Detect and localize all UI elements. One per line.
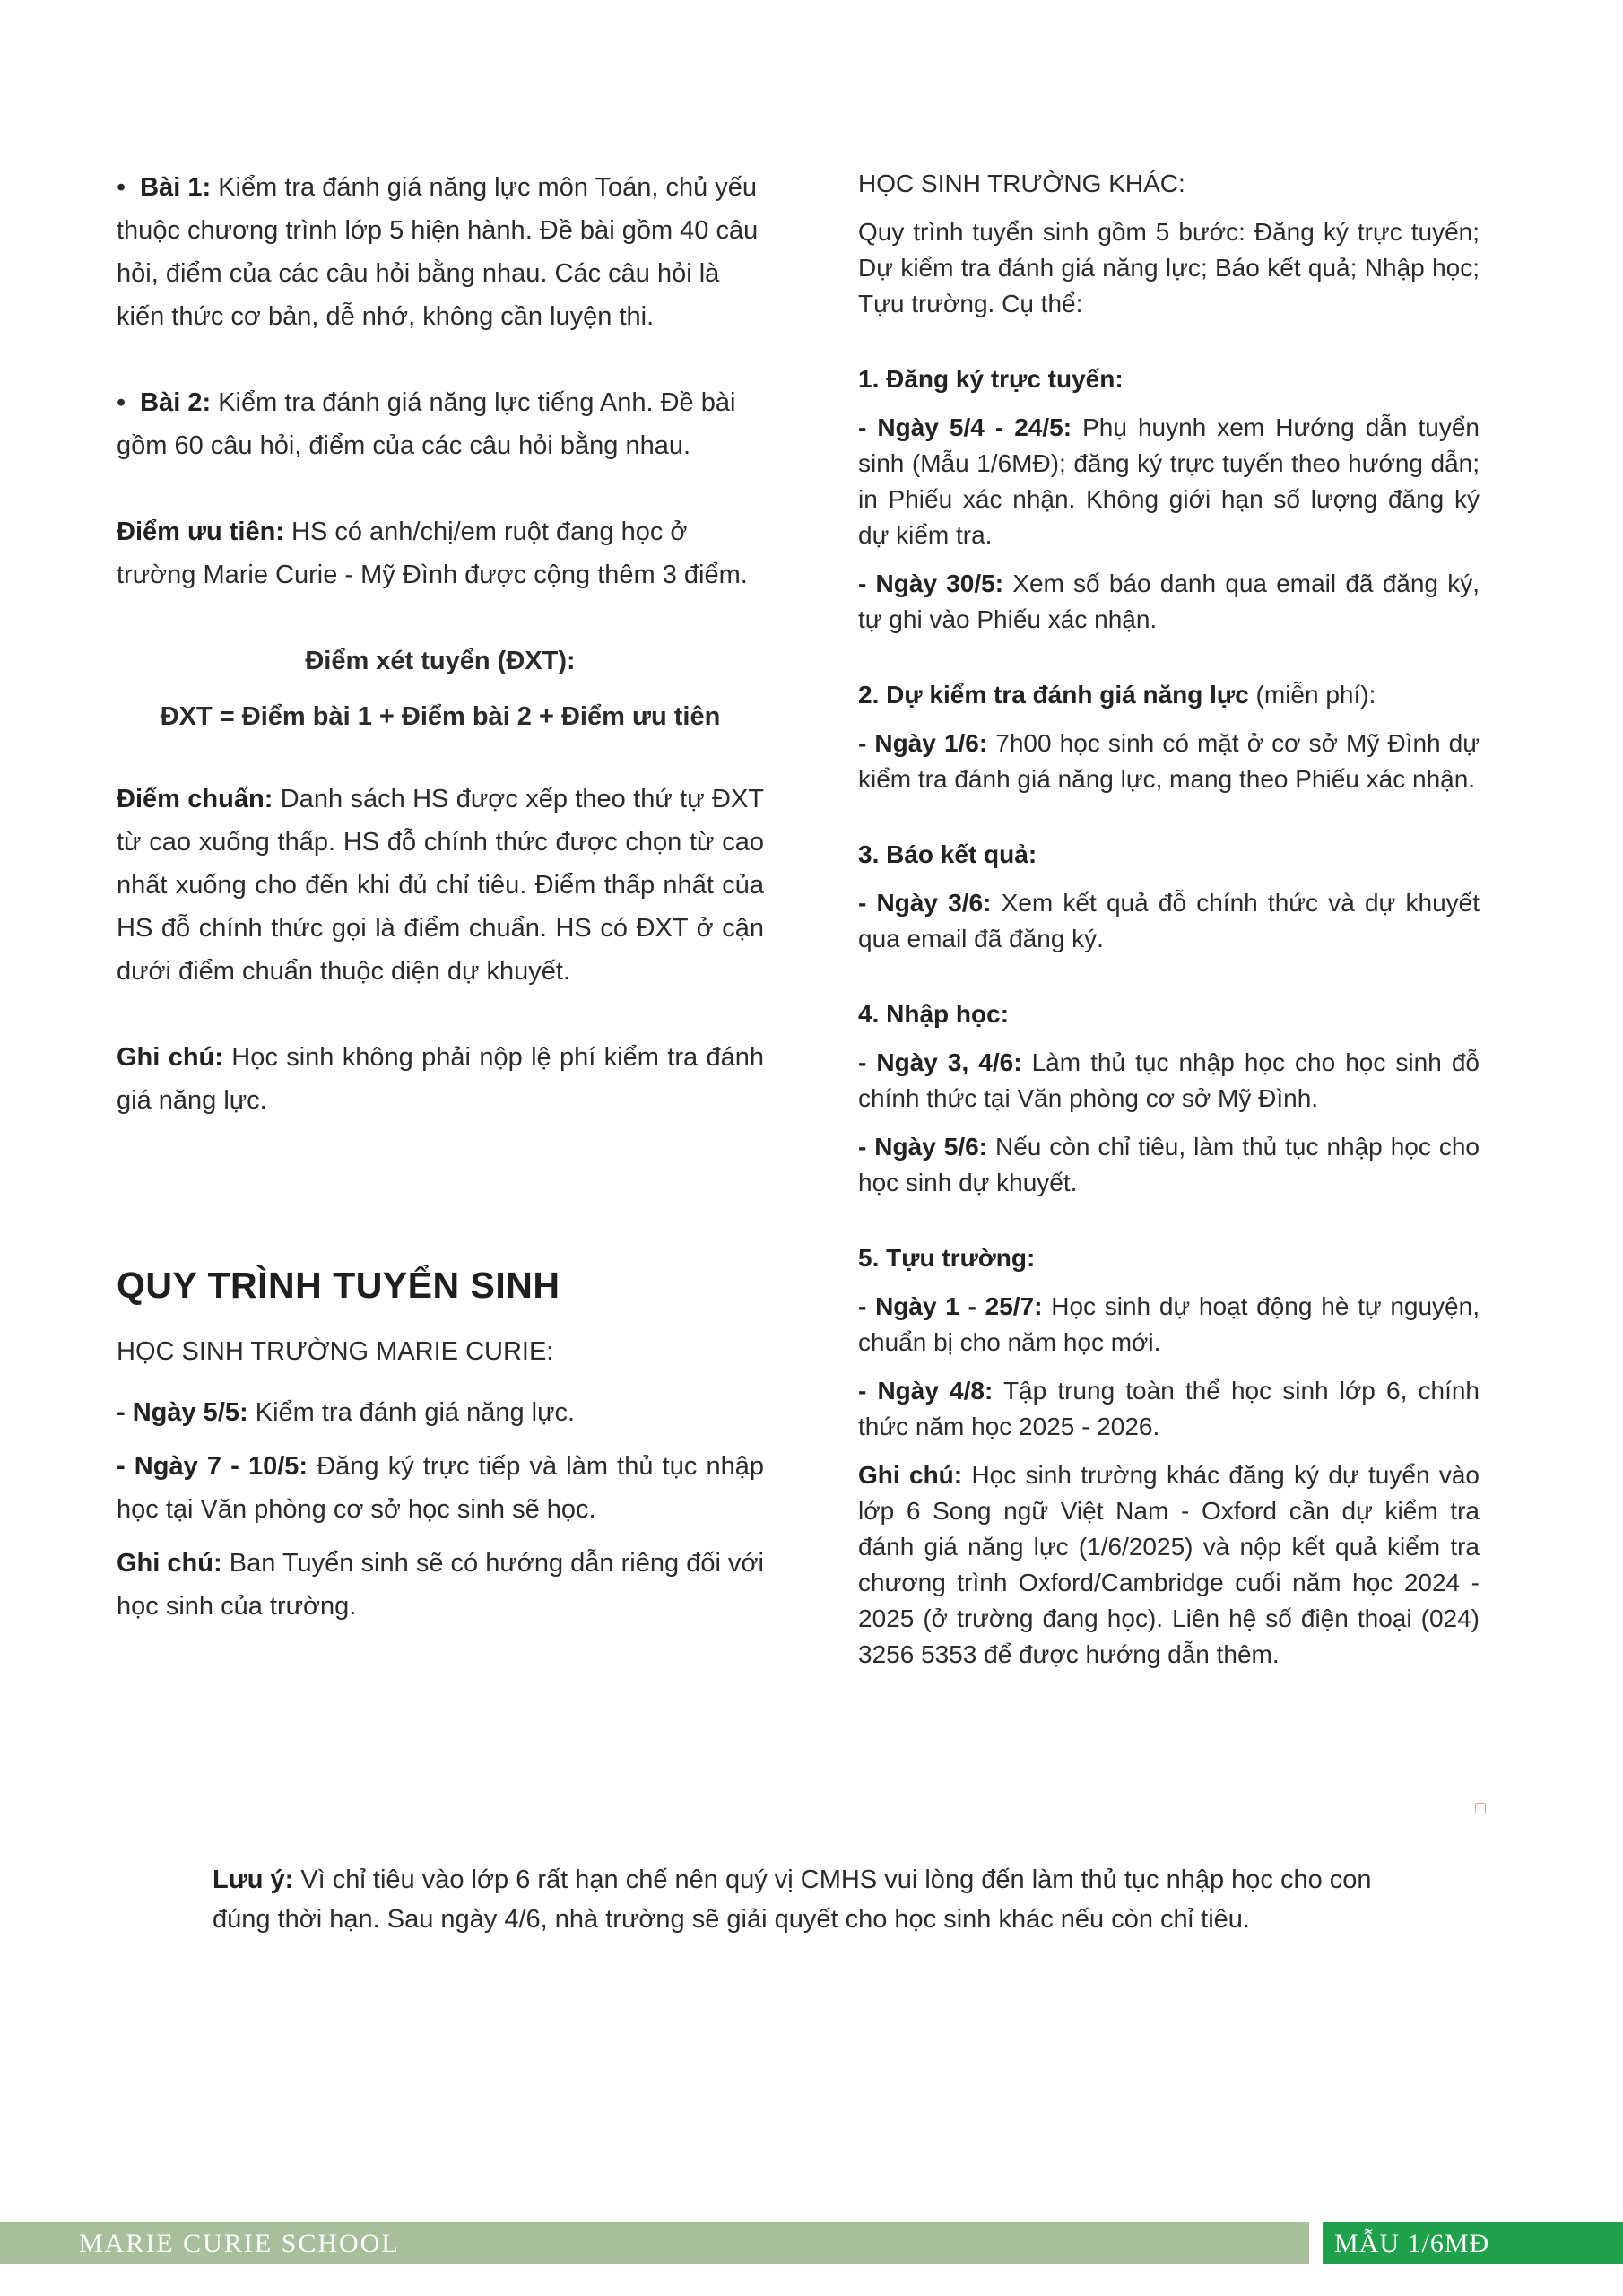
ghichu-label: Ghi chú: (117, 1043, 223, 1072)
bottom-note-label: Lưu ý: (213, 1866, 294, 1894)
uutien-label: Điểm ưu tiên: (117, 517, 284, 546)
step-item (858, 1289, 1480, 1361)
bottom-note (213, 1860, 1414, 1939)
step-item-label: - Ngày 3, 4/6: (858, 1048, 1022, 1076)
step4-title (858, 996, 1480, 1032)
bai2-paragraph (117, 381, 764, 467)
bullet-icon: • (117, 388, 126, 417)
step2-title-suffix: (miễn phí): (1248, 681, 1376, 709)
step-item (858, 566, 1480, 638)
mc-heading: HỌC SINH TRƯỜNG MARIE CURIE: (117, 1337, 554, 1366)
step1-title (858, 361, 1480, 397)
mc-item-label: - Ngày 5/5: (117, 1398, 248, 1427)
footer (0, 2222, 1623, 2264)
dxt-title: Điểm xét tuyển (ĐXT): (305, 647, 576, 675)
mc-note (117, 1542, 764, 1628)
step3-title (858, 837, 1480, 873)
step-item-text: Phụ huynh xem Hướng dẫn tuyển sinh (Mẫu 1/6MĐ); đăng ký trực tuyến theo hướng dẫn; in Phiếu xác nhận. Không giới hạn số lượng đăng ký dự kiểm tra. (858, 413, 1480, 549)
uutien-paragraph (117, 510, 764, 596)
step5-title (858, 1240, 1480, 1276)
mc-note-label: Ghi chú: (117, 1549, 222, 1578)
step5-title-text: 5. Tựu trường: (858, 1244, 1036, 1272)
dxt-formula: ĐXT = Điểm bài 1 + Điểm bài 2 + Điểm ưu tiên (160, 702, 721, 731)
step4-title-text: 4. Nhập học: (858, 1000, 1010, 1028)
mc-item-text: Kiểm tra đánh giá năng lực. (247, 1398, 576, 1427)
other-school-note (858, 1457, 1480, 1673)
step-item-text: Xem số báo danh qua email đã đăng ký, tự ghi vào Phiếu xác nhận. (858, 570, 1480, 633)
mc-note-text: Ban Tuyển sinh sẽ có hướng dẫn riêng đối với học sinh của trường. (117, 1549, 764, 1621)
step-item (858, 410, 1480, 553)
step2-title-text: 2. Dự kiểm tra đánh giá năng lực (858, 681, 1249, 709)
footer-brand: MARIE CURIE SCHOOL (79, 2229, 400, 2258)
mc-item-label: - Ngày 7 - 10/5: (117, 1452, 308, 1481)
step-item (858, 1129, 1480, 1201)
right-column (858, 166, 1480, 1673)
mc-item (117, 1391, 764, 1434)
step-item-text: Học sinh dự hoạt động hè tự nguyện, chuẩn bị cho năm học mới. (858, 1292, 1480, 1356)
step-item-text: Nếu còn chỉ tiêu, làm thủ tục nhập học cho học sinh dự khuyết. (858, 1133, 1480, 1196)
footer-form-code: MẪU 1/6MĐ (1334, 2229, 1490, 2258)
bai2-label: Bài 2: (140, 388, 212, 417)
step-item-label: - Ngày 3/6: (858, 889, 992, 917)
bullet-icon: • (117, 173, 126, 202)
other-school-heading: HỌC SINH TRƯỜNG KHÁC: (858, 170, 1185, 197)
diemchuan-text: Danh sách HS được xếp theo thứ tự ĐXT từ cao xuống thấp. HS đỗ chính thức được chọn từ cao nhất xuống cho đến khi đủ chỉ tiêu. Điểm thấp nhất của HS đỗ chính thức gọi là điểm chuẩn. HS có ĐXT ở cận dưới điểm chuẩn thuộc diện dự khuyết. (117, 785, 764, 986)
other-school-note-label: Ghi chú: (858, 1461, 963, 1489)
step-item-label: - Ngày 1 - 25/7: (858, 1292, 1043, 1320)
step2-title (858, 677, 1480, 713)
step3-title-text: 3. Báo kết quả: (858, 840, 1037, 868)
small-mark-icon (1475, 1803, 1486, 1813)
step-item-label: - Ngày 5/4 - 24/5: (858, 413, 1072, 441)
ghichu-paragraph (117, 1036, 764, 1122)
section-title: QUY TRÌNH TUYỂN SINH (117, 1265, 560, 1306)
mc-item-text: Đăng ký trực tiếp và làm thủ tục nhập học tại Văn phòng cơ sở học sinh sẽ học. (117, 1452, 764, 1524)
step-item-text: 7h00 học sinh có mặt ở cơ sở Mỹ Đình dự kiểm tra đánh giá năng lực, mang theo Phiếu xác nhận. (858, 729, 1480, 793)
ghichu-text: Học sinh không phải nộp lệ phí kiểm tra đánh giá năng lực. (117, 1043, 764, 1115)
mc-item (117, 1445, 764, 1531)
step-item-label: - Ngày 1/6: (858, 729, 988, 757)
bai1-label: Bài 1: (140, 173, 212, 202)
uutien-text: HS có anh/chị/em ruột đang học ở trường Marie Curie - Mỹ Đình được cộng thêm 3 điểm. (117, 517, 748, 589)
step-item-label: - Ngày 5/6: (858, 1133, 987, 1161)
step-item (858, 1373, 1480, 1445)
bai1-text: Kiểm tra đánh giá năng lực môn Toán, chủ yếu thuộc chương trình lớp 5 hiện hành. Đề bài gồm 40 câu hỏi, điểm của các câu hỏi bằng nhau. Các câu hỏi là kiến thức cơ bản, dễ nhớ, không cần luyện thi. (117, 173, 759, 331)
intro-text: Quy trình tuyển sinh gồm 5 bước: Đăng ký trực tuyến; Dự kiểm tra đánh giá năng lực; Báo kết quả; Nhập học; Tựu trường. Cụ thể: (858, 218, 1480, 317)
step-item-label: - Ngày 4/8: (858, 1377, 994, 1405)
step-item-label: - Ngày 30/5: (858, 570, 1004, 597)
step-item (858, 1045, 1480, 1117)
bai2-text: Kiểm tra đánh giá năng lực tiếng Anh. Đề bài gồm 60 câu hỏi, điểm của các câu hỏi bằng nhau. (117, 388, 736, 460)
diemchuan-paragraph (117, 778, 764, 993)
diemchuan-label: Điểm chuẩn: (117, 785, 273, 813)
step-item (858, 726, 1480, 797)
other-school-note-text: Học sinh trường khác đăng ký dự tuyển vào lớp 6 Song ngữ Việt Nam - Oxford cần dự kiểm tra đánh giá năng lực (1/6/2025) và nộp kết quả kiểm tra chương trình Oxford/Cambridge cuối năm học 2024 - 2025 (ở trường đang học). Liên hệ số điện thoại (024) 3256 5353 để được hướng dẫn thêm. (858, 1461, 1480, 1668)
left-column (117, 166, 764, 1628)
step-item-text: Xem kết quả đỗ chính thức và dự khuyết qua email đã đăng ký. (858, 889, 1480, 952)
step-item-text: Tập trung toàn thể học sinh lớp 6, chính thức năm học 2025 - 2026. (858, 1377, 1480, 1440)
step-item-text: Làm thủ tục nhập học cho học sinh đỗ chính thức tại Văn phòng cơ sở Mỹ Đình. (858, 1048, 1480, 1112)
bottom-note-text: Vì chỉ tiêu vào lớp 6 rất hạn chế nên quý vị CMHS vui lòng đến làm thủ tục nhập học cho con đúng thời hạn. Sau ngày 4/6, nhà trường sẽ giải quyết cho học sinh khác nếu còn chỉ tiêu. (213, 1866, 1372, 1934)
step-item (858, 885, 1480, 957)
bai1-paragraph (117, 166, 764, 338)
step1-title-text: 1. Đăng ký trực tuyến: (858, 365, 1124, 393)
